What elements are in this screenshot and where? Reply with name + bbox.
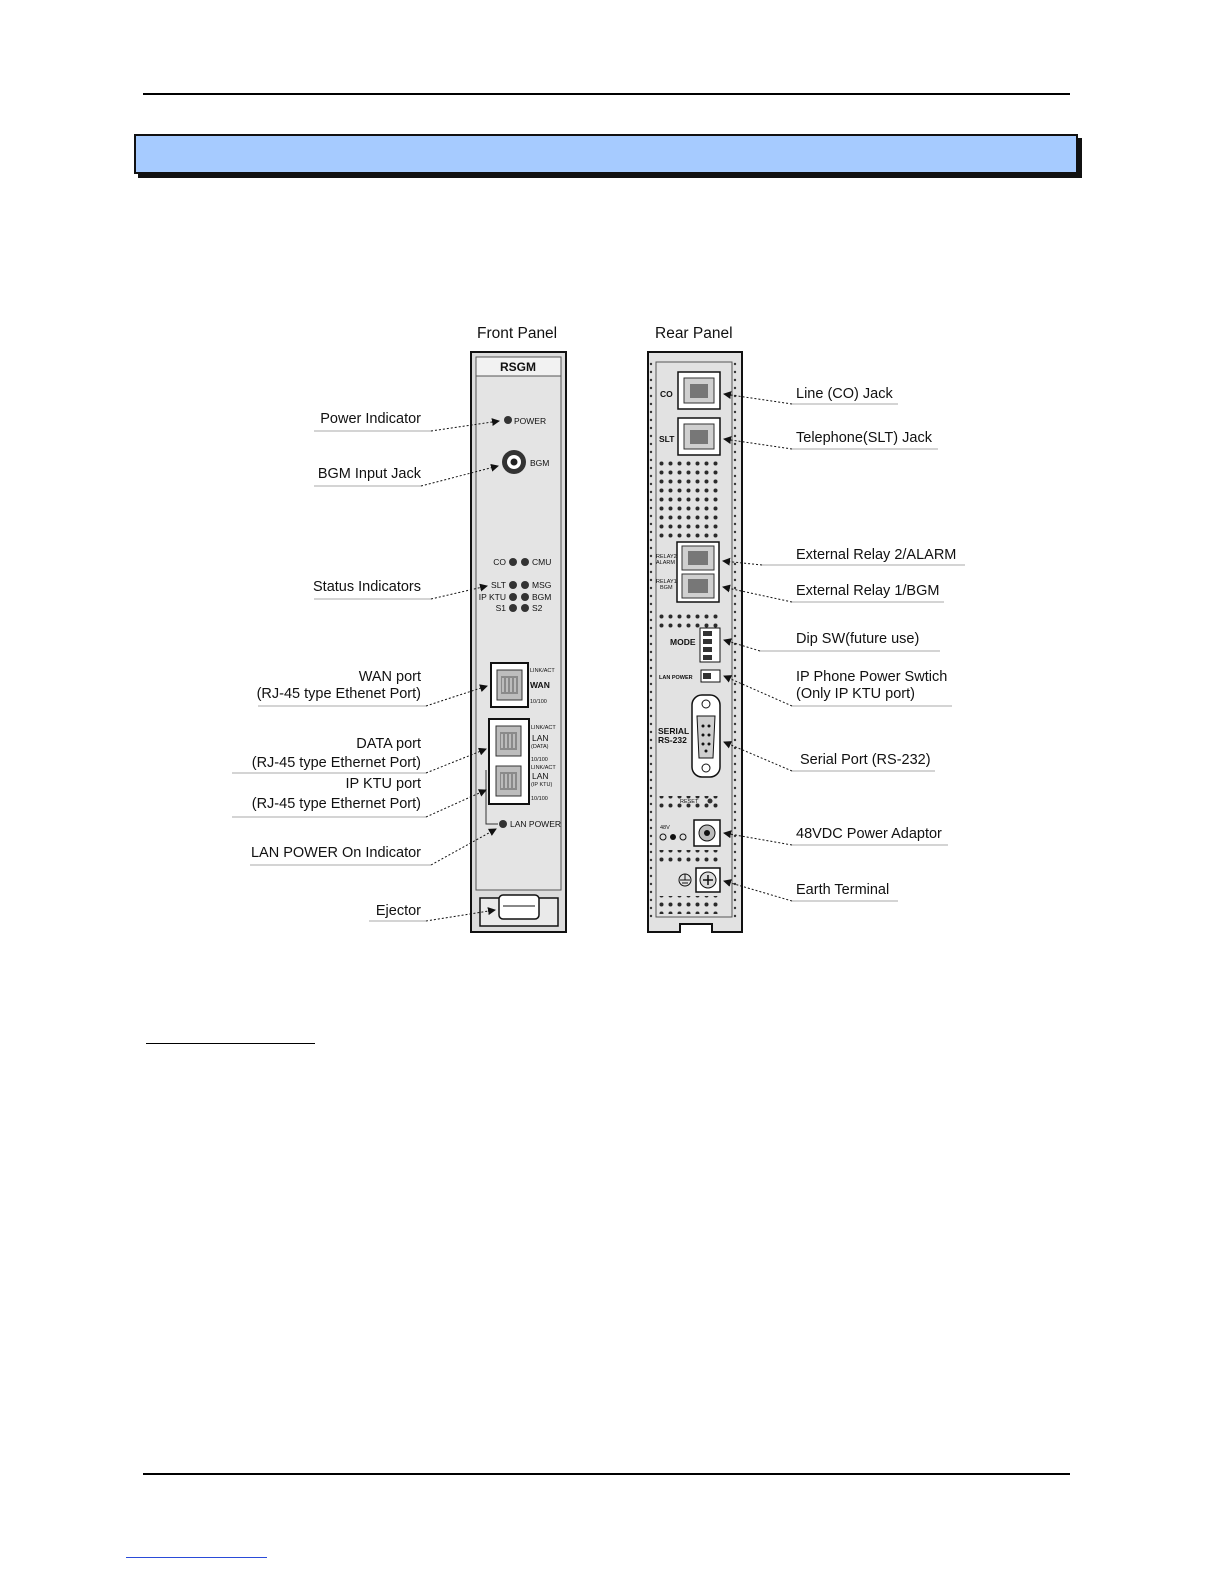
power-led — [504, 416, 512, 424]
v48-label: 48V — [660, 825, 670, 831]
rear-co-label: CO — [660, 389, 673, 399]
lan-ipktu-sub-label: (IP KTU) — [531, 782, 553, 788]
slt-jack — [678, 418, 720, 455]
bgm-jack — [502, 450, 526, 474]
callout-external-relay-1: External Relay 1/BGM — [796, 583, 940, 599]
callout-ip-phone-power-switch: IP Phone Power Swtich — [796, 669, 948, 685]
dc-power-jack — [694, 820, 720, 846]
wan-port — [491, 663, 528, 707]
bgm-jack-label: BGM — [530, 458, 550, 468]
callout-ipktu-port-type: (RJ-45 type Ethernet Port) — [251, 796, 421, 812]
status-label-s1: S1 — [495, 603, 506, 613]
serial-label: SERIAL — [658, 726, 690, 736]
lan-data-link-label: LINK/ACT — [531, 725, 556, 731]
alarm-label: ALARM — [656, 560, 675, 566]
rs232-label: RS-232 — [658, 735, 687, 745]
callout-earth-terminal: Earth Terminal — [796, 882, 890, 898]
callout-power-indicator: Power Indicator — [320, 411, 421, 427]
status-label-slt: SLT — [491, 580, 506, 590]
wan-link-label: LINK/ACT — [530, 668, 555, 674]
lan-ipktu-port — [496, 766, 521, 796]
callout-ejector: Ejector — [375, 903, 421, 919]
callout-external-relay-2: External Relay 2/ALARM — [796, 547, 957, 563]
front-panel-title: Front Panel — [477, 325, 558, 342]
status-label-cmu: CMU — [532, 557, 552, 567]
lan-power-led-label: LAN POWER — [510, 819, 562, 829]
lan-power-led — [499, 820, 507, 828]
wan-label: WAN — [530, 680, 550, 690]
serial-port — [692, 695, 720, 777]
callout-48vdc-power-adaptor: 48VDC Power Adaptor — [796, 826, 942, 842]
mode-label: MODE — [670, 637, 696, 647]
front-panel — [471, 352, 566, 932]
reset-label: RESET — [680, 799, 699, 805]
callout-status-indicators: Status Indicators — [313, 579, 421, 595]
left-callouts — [232, 411, 499, 921]
callout-wan-port-type: (RJ-45 type Ethenet Port) — [256, 686, 421, 702]
callout-telephone-slt-jack: Telephone(SLT) Jack — [796, 430, 932, 446]
power-led-label: POWER — [514, 416, 547, 426]
section-underline — [146, 1043, 315, 1044]
rear-lan-power-label: LAN POWER — [659, 675, 693, 681]
lan-data-port — [496, 726, 521, 756]
lan-power-switch — [701, 670, 720, 682]
lan-ipktu-speed-label: 10/100 — [531, 796, 548, 802]
rear-panel-title: Rear Panel — [655, 325, 733, 342]
callout-data-port-type: (RJ-45 type Ethernet Port) — [251, 755, 421, 771]
wan-speed-label: 10/100 — [530, 699, 547, 705]
callout-ipktu-port: IP KTU port — [345, 776, 421, 792]
reset-button — [708, 799, 713, 804]
callout-lan-power-indicator: LAN POWER On Indicator — [250, 845, 421, 861]
rear-slt-label: SLT — [659, 434, 675, 444]
lan-ipktu-label: LAN — [532, 771, 549, 781]
ejector — [480, 895, 558, 926]
callout-data-port: DATA port — [356, 736, 421, 752]
lan-data-label: LAN — [532, 733, 549, 743]
status-label-s2: S2 — [532, 603, 543, 613]
footer-rule — [143, 1473, 1070, 1475]
callout-serial-port: Serial Port (RS-232) — [800, 752, 931, 768]
rear-panel — [648, 352, 742, 932]
dip-switch — [700, 628, 720, 662]
relay2-label: RELAY2 — [656, 554, 677, 560]
callout-dip-switch: Dip SW(future use) — [796, 631, 920, 647]
rsgm-badge: RSGM — [500, 360, 536, 374]
status-label-ipktu: IP KTU — [478, 592, 506, 602]
relay-jacks — [677, 542, 719, 602]
footer-link-underline — [126, 1557, 267, 1558]
lan-data-sub-label: (DATA) — [531, 744, 549, 750]
callout-bgm-input-jack: BGM Input Jack — [317, 466, 421, 482]
status-label-bgm: BGM — [532, 592, 552, 602]
relay1-label: RELAY1 — [656, 579, 677, 585]
callout-ip-phone-power-switch-note: (Only IP KTU port) — [796, 686, 915, 702]
callout-wan-port: WAN port — [358, 669, 421, 685]
callout-line-co-jack: Line (CO) Jack — [796, 386, 893, 402]
status-label-co: CO — [493, 557, 506, 567]
earth-terminal — [696, 868, 720, 892]
co-jack — [678, 372, 720, 409]
lan-ipktu-link-label: LINK/ACT — [531, 765, 556, 771]
relay-bgm-label: BGM — [660, 585, 673, 591]
status-label-msg: MSG — [532, 580, 552, 590]
right-callouts — [723, 386, 965, 901]
lan-data-speed-label: 10/100 — [531, 757, 548, 763]
